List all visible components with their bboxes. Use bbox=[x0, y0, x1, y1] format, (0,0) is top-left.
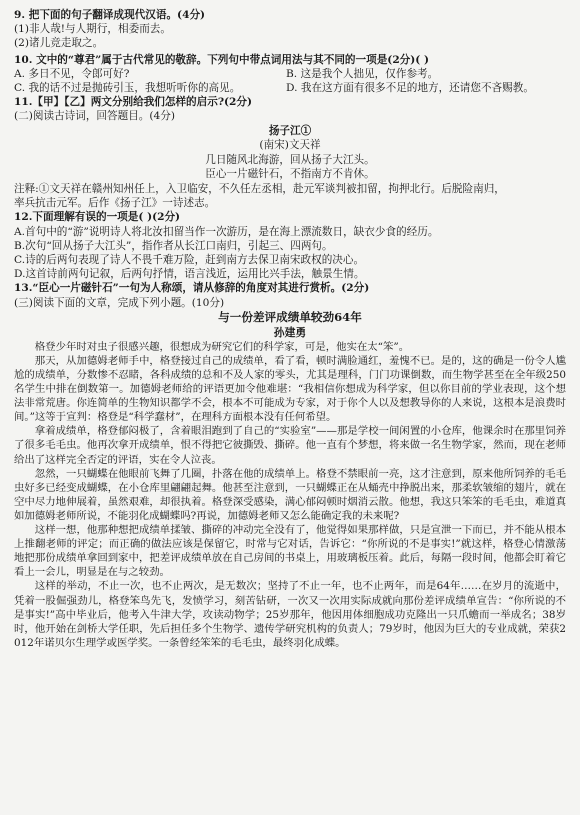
poem-note-2: 率兵抗击元军。后作《扬子江》一诗述志。 bbox=[14, 197, 216, 210]
q12-option-b: B.次句“回从扬子大江头”，指作者从长江口南归，引起三、四两句。 bbox=[14, 239, 333, 252]
section-3-heading: (三)阅读下面的文章，完成下列小题。(10分) bbox=[14, 296, 225, 309]
article-author: 孙建勇 bbox=[273, 325, 307, 339]
q12-stem: 12.下面理解有误的一项是( )(2分) bbox=[14, 211, 181, 224]
article-title: 与一份差评成绩单较劲64年 bbox=[218, 309, 362, 324]
article-paragraph-5: 这样一想，他那种想把成绩单揉皱、撕碎的冲动完全没有了，他觉得如果那样做，只是宣泄一下而已，并不能从根本上推翻老师的评定；而正确的做法应该是保留它，时常与它对话，告诉它：“你所说的不是事实!”就这样，格登心情激荡地把那份成绩单拿回到家中，把差评成绩单放在自己房间的书桌上，用玻璃板压着。此后，每隔一段时间，他都会盯着它看上一会儿，明显是在与之较劲。 bbox=[14, 524, 566, 579]
q10-option-d: D. 我在这方面有很多不足的地方，还请您不吝赐教。 bbox=[286, 82, 534, 95]
section-2-heading: (二)阅读古诗词，回答题目。(4分) bbox=[14, 110, 175, 123]
q9-title: 9. 把下面的句子翻译成现代汉语。(4分) bbox=[14, 9, 206, 21]
article-paragraph-3: 拿着成绩单，格登郁闷极了，含着眼泪跑到了自己的“实验室”——那是学校一间闲置的小仓库，他课余时在那里饲养了很多毛毛虫。他再次拿开成绩单，恨不得把它彼撕毁、撕碎。他一直有个梦想，将来做一名生物学家，然而，现在老师给出了这样完全否定的评语，实在令人泣丧。 bbox=[14, 425, 566, 466]
poem-line-2: 臣心一片磁针石，不指南方不肯休。 bbox=[205, 168, 375, 181]
q9-sentence-1: (1)非人哉!与人期行，相委而去。 bbox=[14, 23, 171, 36]
q10-stem: 10. 文中的“尊君”属于古代常见的敬辞。下列句中带点词用法与其不同的一项是(2分)( ) bbox=[14, 53, 430, 66]
q12-option-c: C.诗的后两句表现了诗人不畏千难万险，赶到南方去保卫南宋政权的决心。 bbox=[14, 254, 365, 267]
q11-stem: 11.【甲】【乙】两文分别给我们怎样的启示?(2分) bbox=[14, 96, 253, 109]
poem-note-1: 注释:①文天祥在赣州知州任上，入卫临安，不久任左丞相，赴元军谈判被扣留，拘押北行。后脱险南归， bbox=[14, 183, 505, 195]
q12-option-a: A.首句中的“游”说明诗人将北汝扣留当作一次游历，是在海上漂流数日，缺衣少食的经历。 bbox=[14, 225, 439, 238]
q12-option-d: D.这首诗前两句记叙，后两句抒情，语言浅近，运用比兴手法，触景生情。 bbox=[14, 268, 365, 281]
q10-options-row-2 bbox=[14, 81, 566, 95]
poem-author: (南宋)文天祥 bbox=[259, 139, 321, 152]
q9-sentence-2: (2)诸儿竞走取之。 bbox=[14, 37, 104, 50]
poem-title: 扬子江① bbox=[268, 124, 312, 137]
poem-line-1: 几日随风北海游，回从扬子大江头。 bbox=[205, 153, 375, 166]
article-paragraph-1: 格登少年时对虫子很感兴趣，很想成为研究它们的科学家，可是，他实在太“笨”。 bbox=[34, 340, 410, 353]
article-paragraph-4: 忽然，一只蝴蝶在他眼前飞舞了几圈，扑落在他的成绩单上。格登不禁眼前一亮，这才注意到，原来他所饲养的毛毛虫好多已经变成蝴蝶，在小仓库里翩翩起舞。他甚至注意到，一只蝴蝶正在从蛹壳中挣脱出来，那柔软皱缩的翅片，就在空中尽力地伸展着，虽然艰难，却很执着。格登深受感染，满心郁闷顿时烟消云散。他想，我这只笨笨的毛毛虫，难道真如加德姆老师所说，不能羽化成蝴蝶吗?再说，加德姆老师又怎么能确定我的未来呢? bbox=[14, 467, 566, 522]
q10-option-c: C. 我的话不过是抛砖引玉，我想听听你的高见。 bbox=[14, 82, 241, 95]
q10-option-b: B. 这是我个人拙见，仅作参考。 bbox=[286, 67, 439, 80]
article-paragraph-6: 这样的举动，不止一次，也不止两次，是无数次；坚持了不止一年，也不止两年，而是64年……在岁月的流逝中，凭着一股倔强劲儿，格登笨鸟先飞，发愤学习，刻苦钻研，一次又一次用实际成就向那份差评成绩单宣告：“你所说的不是事实!”高中毕业后，他考入牛津大学，攻读动物学；25岁那年，他因用体细胞成功克隆出一只爪蟾而一举成名；38岁时，他开始在剑桥大学任职，先后担任多个生物学、遗传学研究机构的负责人；79岁时，他因为巨大的专业成就，荣获2012年诺贝尔生理学或医学奖。一条曾经笨笨的毛毛虫，最终羽化成蝶。 bbox=[14, 580, 566, 649]
q10-option-a: A. 多日不见，令郎可好? bbox=[14, 67, 130, 80]
q13-stem: 13.“臣心一片磁针石”一句为人称颂，请从修辞的角度对其进行赏析。(2分) bbox=[14, 282, 370, 295]
article-paragraph-2: 那天，从加德姆老师手中，格登接过自己的成绩单，看了看，顿时满脸通红，羞愧不已。是的，这的确是一份令人尴尬的成绩单，分数惨不忍睹，各科成绩的总和不及人家的零头，尤其是理科，门门功课倒数，而生物学甚至在全年级250名学生中排在倒数第一。加德姆老师给的评语更加令他难堪：“我相信你想成为科学家，但以你目前的学业表现，这个想法非常荒唐。你连简单的生物知识都学不会，根本不可能成为专家，对于你个人以及想教导你的人来说，这根本是浪费时间。”这等于宣判：格登是“科学蠢材”，在理科方面根本没有任何希望。 bbox=[14, 354, 566, 424]
q10-options-row-1 bbox=[14, 67, 566, 81]
